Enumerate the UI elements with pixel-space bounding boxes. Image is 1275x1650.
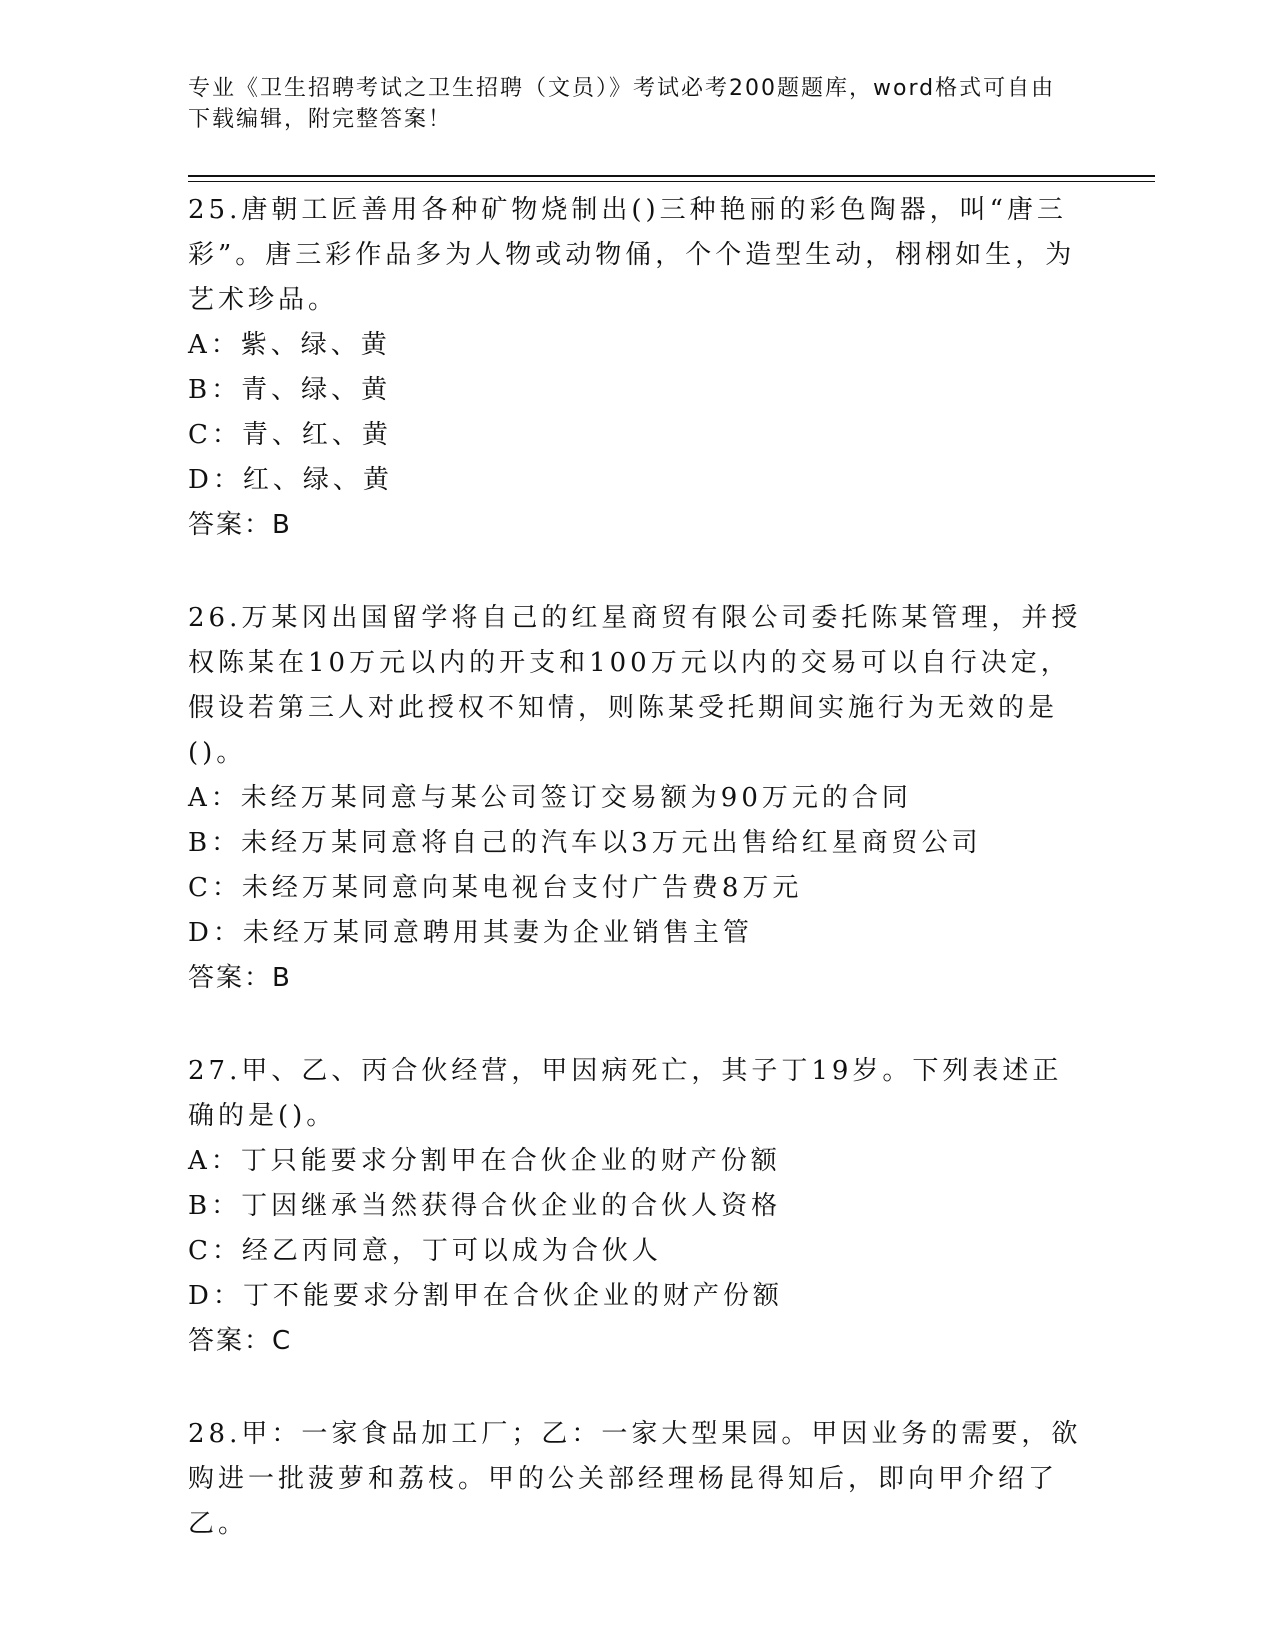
document-header: 专业《卫生招聘考试之卫生招聘（文员）》考试必考200题题库，word格式可自由下载编辑，附完整答案！ [188, 76, 1056, 132]
option-c: C：未经万某同意向某电视台支付广告费8万元 [188, 873, 803, 903]
option-d: D：丁不能要求分割甲在合伙企业的财产份额 [188, 1281, 783, 1311]
option-a: A：丁只能要求分割甲在合伙企业的财产份额 [188, 1146, 781, 1176]
option-d: D：未经万某同意聘用其妻为企业销售主管 [188, 918, 753, 948]
question-stem: 28.甲：一家食品加工厂；乙：一家大型果园。甲因业务的需要，欲购进一批菠萝和荔枝。甲的公关部经理杨昆得知后，即向甲介绍了乙。 [188, 1419, 1082, 1539]
answer-line: 答案：B [188, 510, 292, 540]
option-b: B：青、绿、黄 [188, 375, 392, 405]
header-divider-thick [188, 175, 1155, 177]
option-b: B：未经万某同意将自己的汽车以3万元出售给红星商贸公司 [188, 828, 982, 858]
question-stem: 26.万某冈出国留学将自己的红星商贸有限公司委托陈某管理，并授权陈某在10万元以内的开支和100万元以内的交易可以自行决定，假设若第三人对此授权不知情，则陈某受托期间实施行为无效的是()。 [188, 603, 1082, 768]
answer-line: 答案：C [188, 1326, 293, 1356]
option-a: A：未经万某同意与某公司签订交易额为90万元的合同 [188, 783, 912, 813]
question-item-28 [188, 1412, 1088, 1547]
answer-line: 答案：B [188, 963, 292, 993]
option-c: C：青、红、黄 [188, 420, 392, 450]
option-a: A：紫、绿、黄 [188, 330, 391, 360]
question-stem: 27.甲、乙、丙合伙经营，甲因病死亡，其子丁19岁。下列表述正确的是()。 [188, 1056, 1063, 1131]
option-b: B：丁因继承当然获得合伙企业的合伙人资格 [188, 1191, 782, 1221]
question-stem: 25.唐朝工匠善用各种矿物烧制出()三种艳丽的彩色陶器，叫“唐三彩”。唐三彩作品多为人物或动物俑，个个造型生动，栩栩如生，为艺术珍品。 [188, 195, 1076, 315]
option-c: C：经乙丙同意，丁可以成为合伙人 [188, 1236, 662, 1266]
question-item-27 [188, 1049, 1088, 1364]
question-item-25 [188, 188, 1088, 548]
question-list [188, 188, 1088, 1595]
header-divider-thin [188, 181, 1155, 182]
question-item-26 [188, 596, 1088, 1001]
option-d: D：红、绿、黄 [188, 465, 393, 495]
